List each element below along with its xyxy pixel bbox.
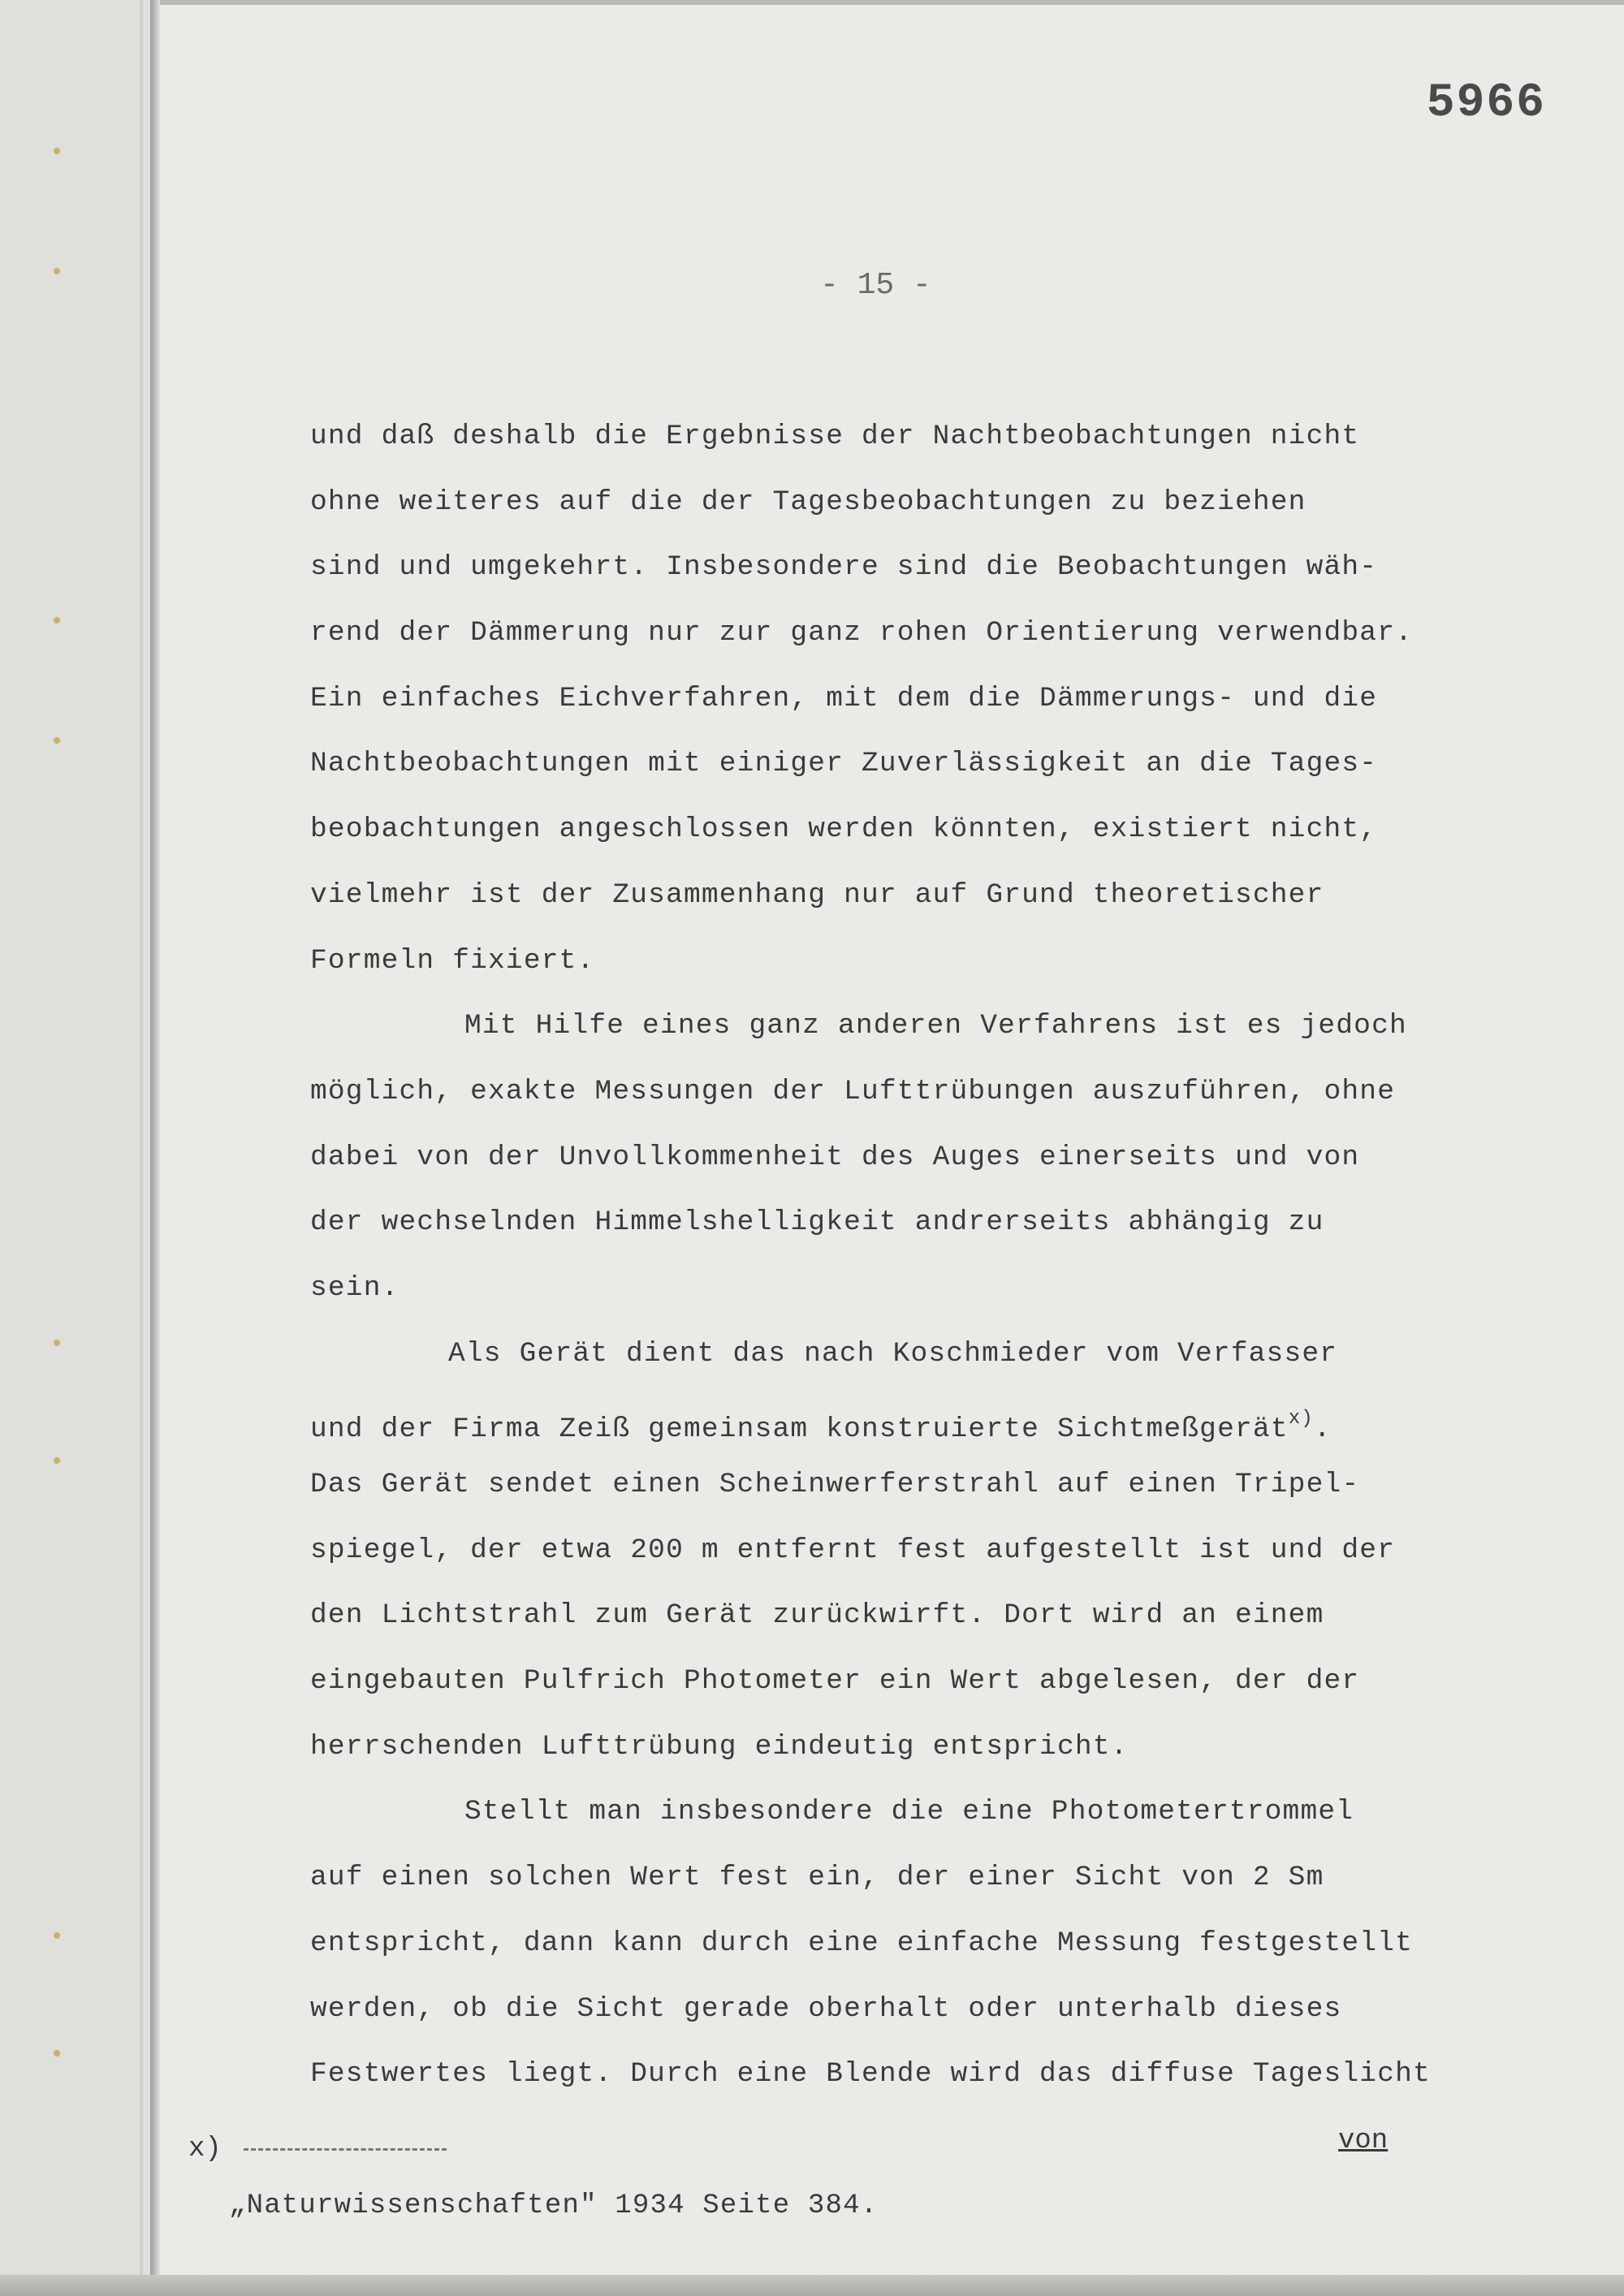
text-line: sein. [310, 1271, 400, 1304]
text-line: und der Firma Zeiß gemeinsam konstruierte Sichtmeßgerät [310, 1413, 1289, 1446]
binding-hole [54, 1340, 60, 1346]
page-bottom-edge [0, 2275, 1624, 2296]
text-line: eingebauten Pulfrich Photometer ein Wert abgelesen, der der [310, 1665, 1360, 1698]
text-line: beobachtungen angeschlossen werden könnten, existiert nicht, [310, 814, 1378, 846]
binding-hole [54, 1457, 60, 1464]
binding-hole [54, 737, 60, 744]
page-top-edge [0, 0, 1624, 5]
binding-fold [140, 0, 143, 2296]
text-line: den Lichtstrahl zum Gerät zurückwirft. Dort wird an einem [310, 1599, 1324, 1632]
continuation-word: von [1338, 2126, 1389, 2156]
text-line: der wechselnden Himmelshelligkeit andrerseits abhängig zu [310, 1206, 1324, 1239]
text-line: werden, ob die Sicht gerade oberhalt oder unterhalb dieses [310, 1992, 1342, 2025]
footnote-marker: x) [188, 2134, 222, 2164]
text-line: sind und umgekehrt. Insbesondere sind die Beobachtungen wäh- [310, 551, 1378, 584]
footnote-divider [244, 2148, 447, 2151]
text-line: herrschenden Lufttrübung eindeutig entspricht. [310, 1730, 1129, 1763]
text-line: auf einen solchen Wert fest ein, der einer Sicht von 2 Sm [310, 1862, 1324, 1894]
text-line: Stellt man insbesondere die eine Photometertrommel [464, 1796, 1354, 1828]
text-line: Als Gerät dient das nach Koschmieder vom Verfasser [448, 1337, 1338, 1370]
text-line: Das Gerät sendet einen Scheinwerferstrahl auf einen Tripel- [310, 1469, 1360, 1500]
text-line: dabei von der Unvollkommenheit des Auges einerseits und von [310, 1141, 1360, 1173]
body-text [310, 404, 1577, 2108]
text-line-with-footnote [310, 1387, 1577, 1452]
binding-strip [0, 0, 150, 2296]
footnote-text: „Naturwissenschaften" 1934 Seite 384. [229, 2190, 879, 2221]
binding-hole [54, 1932, 60, 1939]
text-line: möglich, exakte Messungen der Lufttrübungen auszuführen, ohne [310, 1075, 1396, 1107]
binding-hole [54, 2050, 60, 2056]
text-line: ohne weiteres auf die der Tagesbeobachtungen zu beziehen [310, 486, 1307, 518]
text-line: vielmehr ist der Zusammenhang nur auf Grund theoretischer [310, 878, 1324, 911]
binding-hole [54, 268, 60, 274]
text-line: Mit Hilfe eines ganz anderen Verfahrens ist es jedoch [464, 1010, 1407, 1042]
binding-edge [150, 0, 160, 2296]
archive-stamp-number: 5966 [1426, 77, 1546, 130]
text-line: spiegel, der etwa 200 m entfernt fest aufgestellt ist und der [310, 1534, 1396, 1566]
text-line: Formeln fixiert. [310, 944, 595, 977]
page-number: - 15 - [820, 268, 931, 303]
text-line: entspricht, dann kann durch eine einfache Messung festgestellt [310, 1927, 1414, 1959]
line-end-punctuation: . [1313, 1413, 1332, 1446]
footnote-reference: x) [1288, 1408, 1314, 1431]
text-line: Ein einfaches Eichverfahren, mit dem die Dämmerungs- und die [310, 682, 1378, 714]
text-line: rend der Dämmerung nur zur ganz rohen Orientierung verwendbar. [310, 617, 1414, 650]
binding-hole [54, 148, 60, 154]
text-line: und daß deshalb die Ergebnisse der Nachtbeobachtungen nicht [310, 421, 1360, 452]
binding-hole [54, 617, 60, 624]
text-line: Nachtbeobachtungen mit einiger Zuverlässigkeit an die Tages- [310, 748, 1378, 780]
text-line: Festwertes liegt. Durch eine Blende wird das diffuse Tageslicht [310, 2058, 1431, 2091]
